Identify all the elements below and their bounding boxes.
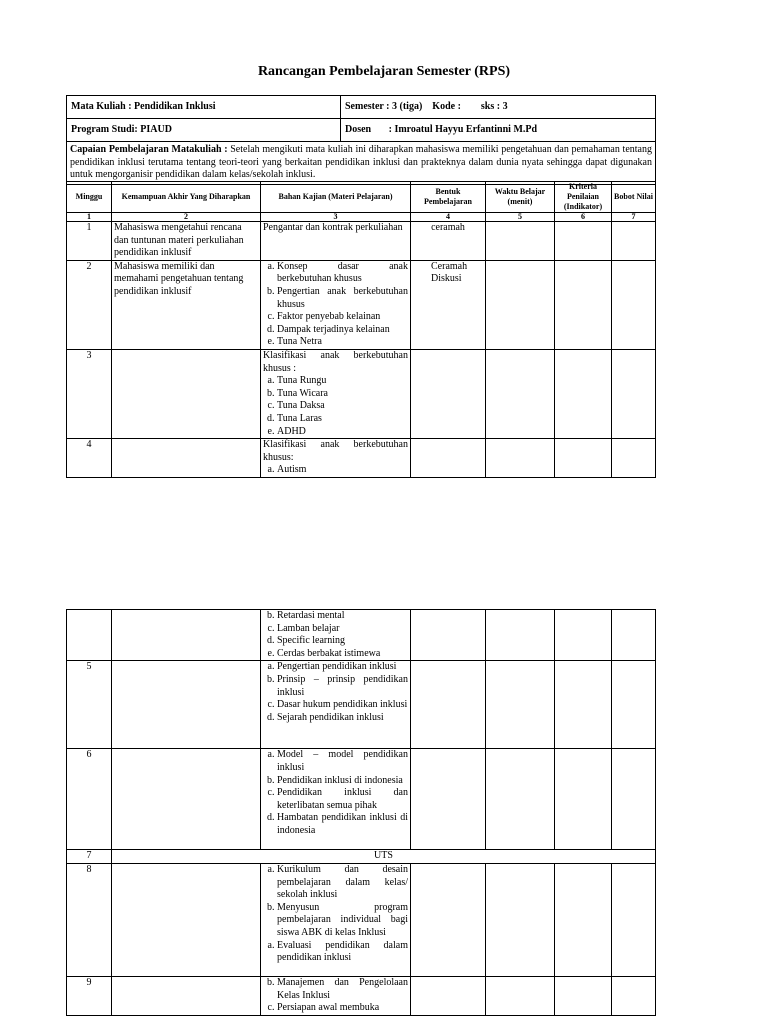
- list-item: d. Hambatan pendidikan inklusi di indonesia: [277, 812, 408, 837]
- bahan-cell: [261, 349, 411, 438]
- bahan-cell: [261, 260, 411, 349]
- week-number: 6: [67, 749, 112, 850]
- list-item: b. Pendidikan inklusi di indonesia: [277, 775, 408, 788]
- mata-kuliah-cell: Mata Kuliah : Pendidikan Inklusi: [67, 96, 341, 119]
- table-row: [67, 610, 656, 661]
- table-row: [67, 661, 656, 749]
- capaian-label: Capaian Pembelajaran Matakuliah :: [70, 144, 228, 155]
- list-item: d. Tuna Laras: [277, 413, 408, 426]
- list-item: a. Autism: [277, 464, 408, 477]
- bentuk-cell: ceramah: [411, 222, 486, 261]
- rps-table-part1: [66, 181, 656, 478]
- bobot-cell: [612, 260, 656, 349]
- list-item: c. Tuna Daksa: [277, 400, 408, 413]
- list-item: c. Lamban belajar: [277, 623, 408, 636]
- week-number: 9: [67, 976, 112, 1015]
- waktu-cell: [486, 610, 555, 661]
- list-item: a. Model – model pendidikan inklusi: [277, 749, 408, 774]
- table-row: [67, 863, 656, 976]
- list-item: b. Prinsip – prinsip pendidikan inklusi: [277, 674, 408, 699]
- kriteria-cell: [555, 610, 612, 661]
- kriteria-cell: [555, 749, 612, 850]
- kriteria-cell: [555, 863, 612, 976]
- list-item: d. Specific learning: [277, 635, 408, 648]
- table-row: [67, 349, 656, 438]
- kemampuan-cell: [112, 976, 261, 1015]
- semester-cell: Semester : 3 (tiga) Kode : sks : 3: [341, 96, 656, 119]
- bobot-cell: [612, 749, 656, 850]
- list-item: b. Menyusun program pembelajaran individual bagi siswa ABK di kelas Inklusi: [277, 902, 408, 940]
- table-row: [67, 749, 656, 850]
- col-number: 1: [67, 213, 112, 222]
- bentuk-cell: [411, 976, 486, 1015]
- week-number: 1: [67, 222, 112, 261]
- list-item: d. Sejarah pendidikan inklusi: [277, 712, 408, 725]
- week-number: 7: [67, 850, 112, 864]
- col-bahan: Bahan Kajian (Materi Pelajaran): [261, 182, 411, 213]
- bahan-cell: [261, 863, 411, 976]
- page-title: Rancangan Pembelajaran Semester (RPS): [257, 64, 511, 79]
- list-item: a. Konsep dasar anak berkebutuhan khusus: [277, 261, 408, 286]
- col-number: 7: [612, 213, 656, 222]
- list-item: a. Pengertian pendidikan inklusi: [277, 661, 408, 674]
- week-number: 8: [67, 863, 112, 976]
- capaian-text: Setelah mengikuti mata kuliah ini diharapkan mahasiswa memiliki pengetahuan dan pemahaman tentang pendidikan inklusi terutama tentang teori-teori yang berkaitan pendidikan inklusi dan prakteknya dalam dunia nyata sehingga dapat digunakan untuk mengorganisir pendidikan dalam kelas/sekolah inklusi.: [70, 144, 652, 181]
- bentuk-cell: [411, 610, 486, 661]
- list-item: e. Tuna Netra: [277, 336, 408, 349]
- list-item: c. Pendidikan inklusi dan keterlibatan semua pihak: [277, 787, 408, 812]
- col-waktu: Waktu Belajar (menit): [486, 182, 555, 213]
- bentuk-cell: [411, 661, 486, 749]
- kriteria-cell: [555, 349, 612, 438]
- list-item: b. Tuna Wicara: [277, 388, 408, 401]
- waktu-cell: [486, 863, 555, 976]
- list-item: b. Pengertian anak berkebutuhan khusus: [277, 286, 408, 311]
- bobot-cell: [612, 610, 656, 661]
- list-item: e. ADHD: [277, 426, 408, 439]
- col-kemampuan: Kemampuan Akhir Yang Diharapkan: [112, 182, 261, 213]
- week-number: 3: [67, 349, 112, 438]
- list-item: b. Retardasi mental: [277, 610, 408, 623]
- bobot-cell: [612, 222, 656, 261]
- kriteria-cell: [555, 222, 612, 261]
- bobot-cell: [612, 863, 656, 976]
- list-item: e. Cerdas berbakat istimewa: [277, 648, 408, 661]
- col-number: 4: [411, 213, 486, 222]
- kemampuan-cell: [112, 863, 261, 976]
- col-number: 3: [261, 213, 411, 222]
- bobot-cell: [612, 349, 656, 438]
- bahan-cell: [261, 610, 411, 661]
- bentuk-item: Ceramah: [431, 260, 468, 272]
- waktu-cell: [486, 349, 555, 438]
- rps-table-part2: [66, 609, 656, 1016]
- waktu-cell: [486, 976, 555, 1015]
- kriteria-cell: [555, 260, 612, 349]
- bentuk-cell: [411, 863, 486, 976]
- bobot-cell: [612, 976, 656, 1015]
- bobot-cell: [612, 439, 656, 478]
- table-row: [67, 976, 656, 1015]
- bahan-cell: [261, 749, 411, 850]
- week-number: 4: [67, 439, 112, 478]
- table-row: [67, 850, 656, 864]
- bahan-cell: [261, 439, 411, 478]
- bentuk-item: Diskusi: [431, 273, 462, 285]
- bahan-cell: [261, 976, 411, 1015]
- col-number: 6: [555, 213, 612, 222]
- list-item: d. Dampak terjadinya kelainan: [277, 324, 408, 337]
- waktu-cell: [486, 439, 555, 478]
- kemampuan-cell: [112, 661, 261, 749]
- col-number: 2: [112, 213, 261, 222]
- kemampuan-cell: Mahasiswa memiliki dan memahami pengetahuan tentang pendidikan inklusif: [112, 260, 261, 349]
- table-row: [67, 260, 656, 349]
- bahan-intro: Klasifikasi anak berkebutuhan khusus :: [263, 349, 408, 374]
- bentuk-cell: [411, 439, 486, 478]
- kriteria-cell: [555, 439, 612, 478]
- bentuk-cell: [411, 749, 486, 850]
- kemampuan-cell: [112, 610, 261, 661]
- waktu-cell: [486, 222, 555, 261]
- list-item: a. Evaluasi pendidikan dalam pendidikan inklusi: [277, 940, 408, 965]
- waktu-cell: [486, 749, 555, 850]
- bobot-cell: [612, 661, 656, 749]
- list-item: a. Tuna Rungu: [277, 375, 408, 388]
- list-item: c. Faktor penyebab kelainan: [277, 311, 408, 324]
- bahan-cell: [261, 661, 411, 749]
- list-item: c. Persiapan awal membuka: [277, 1002, 408, 1015]
- list-item: b. Manajemen dan Pengelolaan Kelas Inklusi: [277, 977, 408, 1002]
- col-bentuk: Bentuk Pembelajaran: [411, 182, 486, 213]
- uts-cell: UTS: [112, 850, 656, 864]
- col-kriteria: Kriteria Penilaian (Indikator): [555, 182, 612, 213]
- program-studi-cell: Program Studi: PIAUD: [67, 119, 341, 142]
- col-bobot: Bobot Nilai: [612, 182, 656, 213]
- table-row: [67, 222, 656, 261]
- table-row: [67, 439, 656, 478]
- col-minggu: Minggu: [67, 182, 112, 213]
- waktu-cell: [486, 260, 555, 349]
- list-item: a. Kurikulum dan desain pembelajaran dalam kelas/ sekolah inklusi: [277, 864, 408, 902]
- bentuk-cell: [411, 349, 486, 438]
- bahan-cell: Pengantar dan kontrak perkuliahan: [261, 222, 411, 261]
- kemampuan-cell: Mahasiswa mengetahui rencana dan tuntunan materi perkuliahan pendidikan inklusif: [112, 222, 261, 261]
- week-number: [67, 610, 112, 661]
- waktu-cell: [486, 661, 555, 749]
- dosen-cell: Dosen : Imroatul Hayyu Erfantinni M.Pd: [341, 119, 656, 142]
- col-number: 5: [486, 213, 555, 222]
- week-number: 5: [67, 661, 112, 749]
- list-item: c. Dasar hukum pendidikan inklusi: [277, 699, 408, 712]
- kemampuan-cell: [112, 439, 261, 478]
- bentuk-cell: [411, 260, 486, 349]
- bahan-intro: Klasifikasi anak berkebutuhan khusus:: [263, 439, 408, 463]
- kemampuan-cell: [112, 349, 261, 438]
- kriteria-cell: [555, 661, 612, 749]
- capaian-cell: [67, 142, 656, 185]
- week-number: 2: [67, 260, 112, 349]
- kemampuan-cell: [112, 749, 261, 850]
- course-header-table: [66, 95, 656, 185]
- kriteria-cell: [555, 976, 612, 1015]
